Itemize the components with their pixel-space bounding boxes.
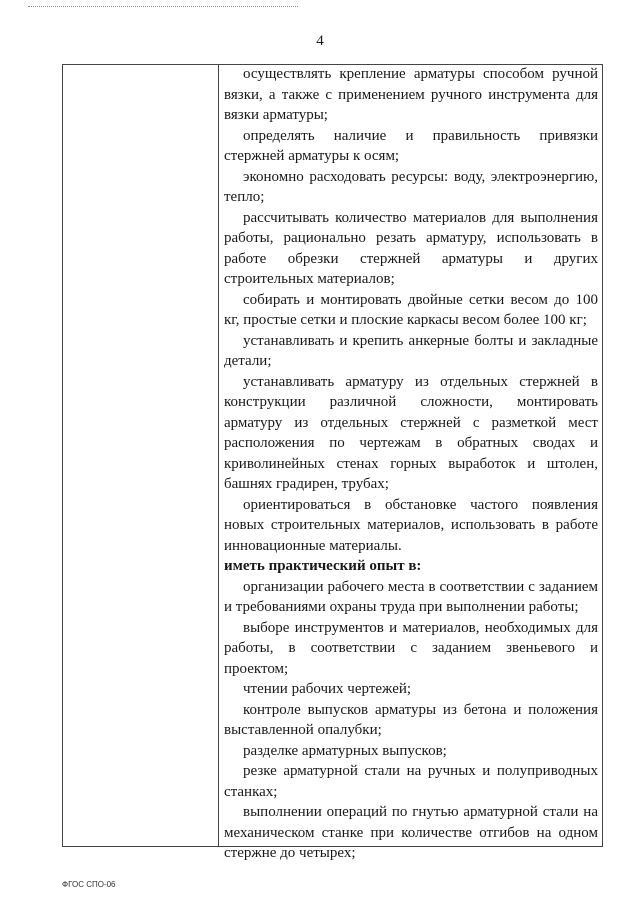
page-number: 4 [316,33,324,49]
experience-paragraph: резке арматурной стали на ручных и полуприводных станках; [224,763,598,800]
footer-standard-code: ФГОС СПО-06 [62,880,116,889]
skill-paragraph: ориентироваться в обстановке частого появления новых строительных материалов, использовать в работе инновационные материалы. [224,496,598,554]
skill-paragraph: устанавливать и крепить анкерные болты и закладные детали; [224,332,598,369]
experience-paragraph: выполнении операций по гнутью арматурной стали на механическом станке при количестве отгибов на одном стержне до четырех; [224,804,598,861]
table-right-cell [224,64,598,864]
experience-paragraph: контроле выпусков арматуры из бетона и положения выставленной опалубки; [224,701,598,738]
skill-paragraph: собирать и монтировать двойные сетки весом до 100 кг, простые сетки и плоские каркасы весом более 100 кг; [224,291,598,328]
experience-paragraph: выборе инструментов и материалов, необходимых для работы, в соответствии с заданием звеньевого и проектом; [224,619,598,677]
table-column-divider [218,64,219,847]
experience-paragraph: организации рабочего места в соответствии с заданием и требованиями охраны труда при выполнении работы; [224,578,598,615]
skill-paragraph: осуществлять крепление арматуры способом ручной вязки, а также с применением ручного инструмента для вязки арматуры; [224,66,598,123]
experience-paragraph: разделке арматурных выпусков; [243,742,447,759]
experience-heading: иметь практический опыт в: [224,558,422,574]
skill-paragraph: экономно расходовать ресурсы: воду, электроэнергию, тепло; [224,168,598,205]
top-scan-rule [28,6,298,7]
skill-paragraph: устанавливать арматуру из отдельных стержней в конструкции различной сложности, монтировать арматуру из отдельных стержней с разметкой мест расположения по чертежам в обратных сводах и криволинейных стенах горных выработок и штолен, башнях градирен, трубах; [224,373,598,492]
experience-paragraph: чтении рабочих чертежей; [243,681,412,697]
skill-paragraph: рассчитывать количество материалов для выполнения работы, рационально резать арматуру, использовать в работе обрезки стержней арматуры и других строительных материалов; [224,209,598,287]
skill-paragraph: определять наличие и правильность привязки стержней арматуры к осям; [224,127,598,164]
